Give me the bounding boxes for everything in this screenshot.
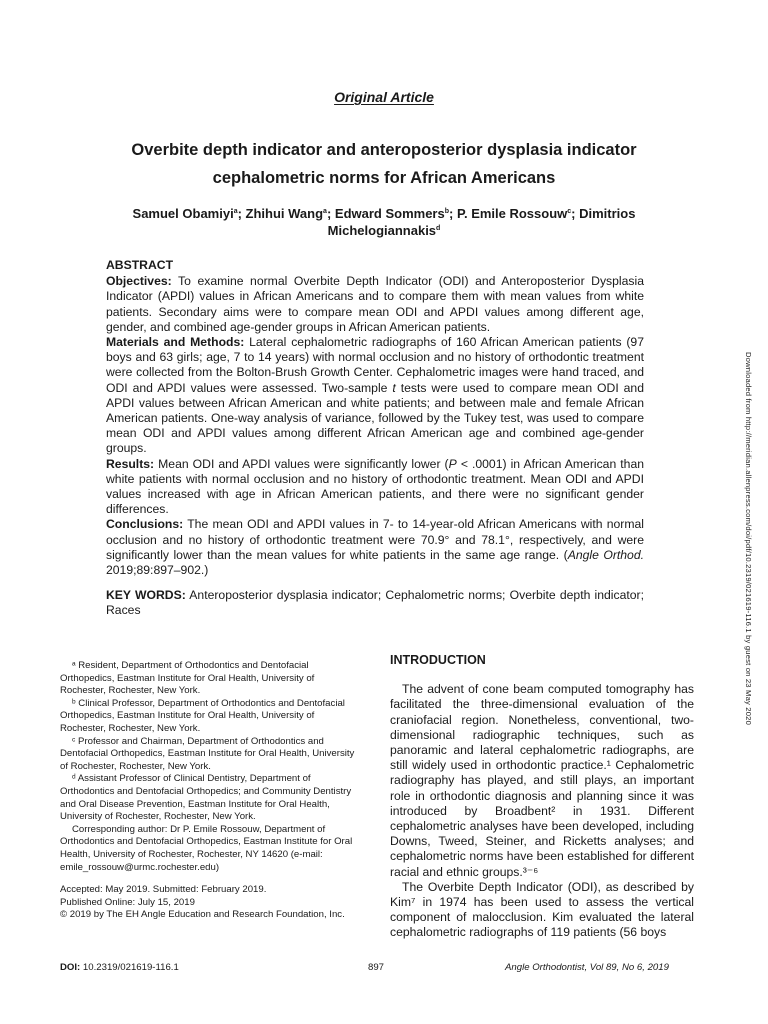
citation-rest: 2019;89:897–902.) <box>106 563 209 578</box>
author-separator: ; <box>237 206 246 221</box>
author-affiliation-mark: a <box>233 208 238 215</box>
author-affiliation-mark: d <box>436 225 441 232</box>
author-name: Samuel Obamiyi <box>132 206 234 221</box>
introduction-section <box>390 653 694 941</box>
objectives-label: Objectives: <box>106 274 172 289</box>
author-separator: ; <box>326 206 335 221</box>
conclusions-text: The mean ODI and APDI values in 7- to 14-year-old African Americans with normal occlusion and no history of orthodontic treatment were 70.9° and 78.1°, respectively, and were significantly lower than the mean values for white patients in the same age range. ( <box>106 517 644 562</box>
objectives-text: To examine normal Overbite Depth Indicator (ODI) and Anteroposterior Dysplasia Indicator (APDI) values in African Americans and to compare them with mean values from white patients. Secondary aims were to compare mean ODI and APDI values among different age, gender, and combined age-gender groups in African American patients. <box>106 274 644 334</box>
author-separator: ; Dimitrios <box>571 206 636 221</box>
published-online-date: Published Online: July 15, 2019 <box>60 896 195 908</box>
title-line-1: Overbite depth indicator and anteroposterior dysplasia indicator <box>131 141 637 159</box>
author-separator: ; <box>449 206 457 221</box>
author-name: P. Emile Rossouw <box>456 206 568 221</box>
footnote-c: ᶜ Professor and Chairman, Department of Orthodontics and Dentofacial Orthopedics, Eastman Institute for Oral Health, University of Rochester, Rochester, New York. <box>60 735 355 772</box>
abstract-results <box>106 457 644 518</box>
introduction-heading: INTRODUCTION <box>390 653 486 667</box>
abstract <box>106 258 644 619</box>
results-p-symbol: P <box>448 456 457 471</box>
introduction-paragraph-2: The Overbite Depth Indicator (ODI), as described by Kim⁷ in 1974 has been used to assess the vertical component of malocclusion. Kim evaluated the lateral cephalometric radiographs of 119 patients (56 boys <box>390 879 694 940</box>
affiliation-footnotes <box>60 660 362 922</box>
abstract-heading: ABSTRACT <box>106 258 174 272</box>
citation-journal: Angle Orthod. <box>567 547 644 562</box>
footer-doi <box>60 962 179 973</box>
article-title <box>70 136 698 192</box>
keywords <box>106 588 644 618</box>
footnote-d: ᵈ Assistant Professor of Clinical Dentistry, Department of Orthodontics and Dentofacial Orthopedics; and Community Dentistry and Oral Disease Prevention, Eastman Institute for Oral Health, University of Rochester, Rochester, New York. <box>60 773 352 823</box>
abstract-objectives <box>106 274 644 335</box>
author-name: Michelogiannakis <box>327 223 437 238</box>
corresponding-author: Corresponding author: Dr P. Emile Rossouw, Department of Orthodontics and Dentofacial Orthopedics, Eastman Institute for Oral Health, University of Rochester, Rochester, NY 14620 (e-mail: emile_rossouw@urmc.rochester.edu) <box>60 823 353 873</box>
introduction-paragraph-1: The advent of cone beam computed tomography has facilitated the three-dimensional evaluation of the craniofacial region. Nonetheless, conventional, two-dimensional radiographic techniques, such as panoramic and lateral cephalometric radiographs, are still widely used in orthodontic practice.¹ Cephalometric radiography has played, and still plays, an important role in orthodontic diagnosis and planning since it was introduced by Broadbent² in 1931. Different cephalometric analyses have been developed, including Downs, Tweed, Steiner, and Ricketts analyses; and cephalometric norms have been established for different racial and ethnic groups.³⁻⁶ <box>390 682 694 879</box>
doi-label: DOI: <box>60 962 81 973</box>
author-name: Edward Sommers <box>334 206 445 221</box>
results-text: Mean ODI and APDI values were significantly lower ( <box>154 456 449 471</box>
conclusions-label: Conclusions: <box>106 517 184 532</box>
accepted-submitted-dates: Accepted: May 2019. Submitted: February 2019. <box>60 884 267 896</box>
methods-label: Materials and Methods: <box>106 335 245 350</box>
keywords-text: Anteroposterior dysplasia indicator; Cephalometric norms; Overbite depth indicator; Races <box>106 588 644 618</box>
author-affiliation-mark: c <box>567 208 572 215</box>
footnote-a: ᵃ Resident, Department of Orthodontics and Dentofacial Orthopedics, Eastman Institute for Oral Health, University of Rochester, Rochester, New York. <box>60 660 315 697</box>
author-affiliation-mark: a <box>323 208 327 215</box>
keywords-label: KEY WORDS: <box>106 588 186 603</box>
methods-t-symbol: t <box>392 380 396 395</box>
section-label: Original Article <box>334 89 434 105</box>
footnote-b: ᵇ Clinical Professor, Department of Orthodontics and Dentofacial Orthopedics, Eastman Institute for Oral Health, University of Rochester, Rochester, New York. <box>60 697 345 734</box>
author-name: Zhihui Wang <box>245 206 324 221</box>
author-list <box>90 205 678 239</box>
methods-text: Lateral cephalometric radiographs of 160 African American patients (97 boys and 63 girls; age, 7 to 14 years) with normal occlusion and no history of orthodontic treatment were collected from the Bolton-Brush Growth Center. Cephalometric images were hand traced, and ODI and APDI values were assessed. Two-sample <box>106 335 644 395</box>
results-text-continued: < .0001) in African American than white patients with normal occlusion and no history of orthodontic treatment. Mean ODI and APDI values increased with age in African American patients, and there were no significant gender differences. <box>106 456 644 517</box>
results-label: Results: <box>106 456 155 471</box>
title-line-2: cephalometric norms for African Americans <box>212 169 556 187</box>
copyright-notice: © 2019 by The EH Angle Education and Research Foundation, Inc. <box>60 909 345 921</box>
doi-link[interactable]: 10.2319/021619-116.1 <box>80 962 179 973</box>
methods-text-continued: tests were used to compare mean ODI and APDI values between African American and white patients; and between male and female African American patients. One-way analysis of variance, followed by the Tukey test, was used to compare mean ODI and APDI values among different African American age and combined age-gender groups. <box>106 380 644 456</box>
journal-citation: Angle Orthodontist, Vol 89, No 6, 2019 <box>505 962 669 973</box>
download-watermark: Downloaded from http://meridian.allenpress.com/doi/pdf/10.2319/021619-116.1 by guest on 23 May 2020 <box>744 352 753 725</box>
page-number: 897 <box>368 962 385 973</box>
abstract-conclusions <box>106 517 644 578</box>
author-affiliation-mark: b <box>444 208 450 215</box>
abstract-methods <box>106 335 644 457</box>
